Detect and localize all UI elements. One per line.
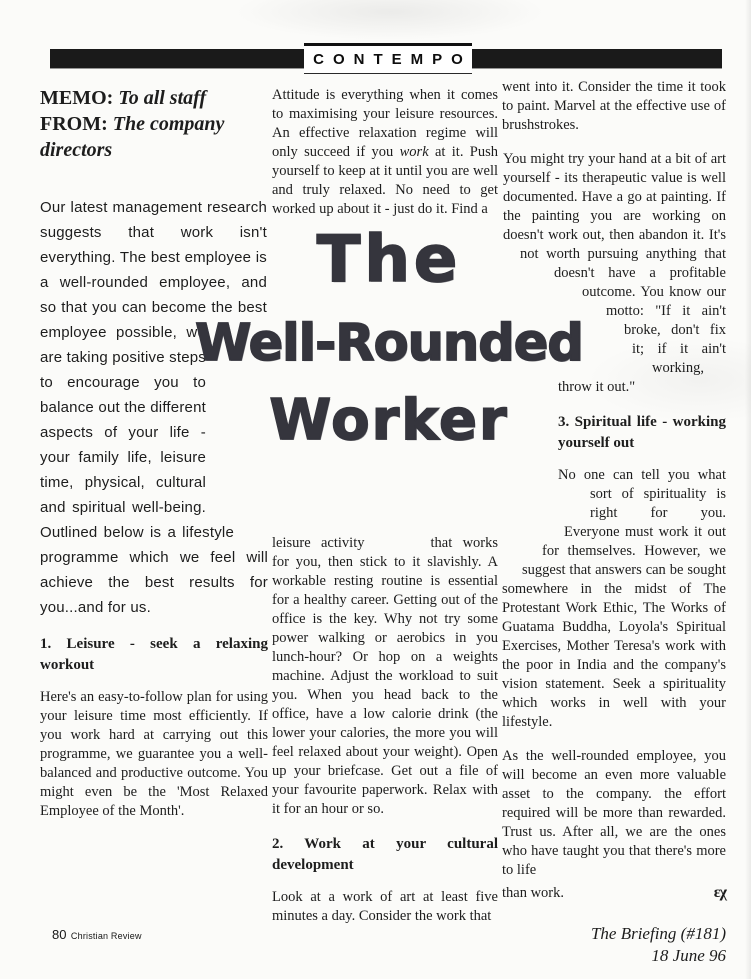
column-middle bbox=[272, 86, 498, 941]
source-credit-line1: The Briefing (#181) bbox=[590, 924, 726, 943]
memo-from-label: FROM: bbox=[40, 113, 108, 135]
culture-paragraph: Look at a work of art at least five minutes a day. Consider the work that bbox=[272, 889, 498, 924]
source-credit bbox=[502, 923, 726, 967]
page-footer bbox=[52, 926, 142, 944]
spirituality-paragraph: No one can tell you what sort of spirituality is right for you. Everyone must work it out for themselves. However, we suggest that answers can be sought somewhere in the midst of The Protestant Work Ethic, The Works of Guatama Buddha, Loyola's Spiritual Exercises, Mother Teresa's work with the poor in India and the company's vision statement. Seek a spirituality which works in well with your lifestyle. bbox=[502, 467, 726, 730]
article-title-line3: Worker bbox=[269, 388, 509, 453]
section-1-paragraph: Here's an easy-to-follow plan for using your leisure time most efficiently. If you work hard at carrying out this programme, we guarantee you a well-balanced and productive outcome. You might even be the 'Most Relaxed Employee of the Month'. bbox=[40, 689, 268, 819]
article-title-line1: The bbox=[316, 223, 462, 297]
closing-text: As the well-rounded employee, you will become an even more valuable asset to the company. the effort required will be more than rewarded. Trust us. After all, we are the ones who have taught you that there's more to life bbox=[502, 748, 726, 878]
art-paragraph-2-text: You might try your hand at a bit of art yourself - its therapeutic value is well documented. Have a go at painting. If the painting you are working on doesn't work out, then abandon it. It's not worth pursuing anything that doesn't have a profitable outcome. You know our motto: "If it ain't broke, don't fix it; if it ain't working, throw it out." bbox=[503, 151, 726, 395]
leisure-text-a: leisure activity bbox=[272, 535, 365, 551]
column-right bbox=[502, 78, 726, 967]
attitude-paragraph bbox=[272, 86, 498, 219]
leisure-text-b: that works for you, then stick to it slavishly. A workable resting routine is essential for a healthy career. Getting out of the office is the key. Why not try some power walking or aerobics in you lunch-hour? Or hop on a weights machine. Adjust the workload to suit you. When you head back to the office, have a low calorie drink (the lower your calories, the more you will feel relaxed about your weight). Open up your briefcase. Get out a file of your favourite paperwork. Relax with it for an hour or so. bbox=[272, 535, 499, 817]
article-title-line2: Well-Rounded bbox=[195, 314, 583, 373]
source-credit-line2: 18 June 96 bbox=[651, 946, 726, 965]
column-left bbox=[40, 85, 268, 837]
section-3-heading: 3. Spiritual life - working yourself out bbox=[558, 414, 726, 451]
section-1-heading: 1. Leisure - seek a relaxing workout bbox=[40, 636, 268, 673]
section-2-heading: 2. Work at your cultural development bbox=[272, 836, 498, 873]
memo-to-label: MEMO: bbox=[40, 87, 114, 109]
publication-name: Christian Review bbox=[70, 931, 142, 941]
art-paragraph-1: went into it. Consider the time it took to paint. Marvel at the effective use of brushstrokes. bbox=[502, 79, 726, 133]
title-whitespace bbox=[272, 234, 498, 534]
memo-body-paragraph bbox=[40, 195, 268, 620]
memo-from-line bbox=[40, 111, 268, 163]
masthead-title-text: CONTEMPO bbox=[313, 51, 472, 68]
closing-paragraph bbox=[502, 747, 726, 903]
memo-to-value: To all staff bbox=[118, 87, 207, 109]
memo-to-line bbox=[40, 85, 268, 111]
attitude-text-em: work bbox=[399, 144, 429, 160]
attitude-text-b: at it. Push yourself to keep at it until you are well and truly relaxed. No need to get worked up about it - just do it. Find a bbox=[272, 144, 498, 217]
page-number: 80 bbox=[52, 927, 67, 942]
closing-last-line bbox=[502, 883, 726, 903]
end-mark: ɛχ bbox=[713, 884, 726, 901]
memo-heading bbox=[40, 85, 268, 163]
leisure-paragraph bbox=[272, 534, 498, 819]
closing-last-words: than work. bbox=[502, 885, 565, 901]
memo-body-text: Our latest management research suggests that work isn't everything. The best employee is a well-rounded employee, and so that you can become the best employee possible, we are taking positive steps to encourage you to balance out the different aspects of your life - your family life, leisure time, physical, cultural and spiritual well-being. Outlined below is a lifestyle programme which we feel will achieve the best results for you...and for us. bbox=[40, 199, 268, 616]
memo-from-value: The company directors bbox=[40, 113, 225, 161]
masthead-title bbox=[304, 43, 472, 74]
art-paragraph-2 bbox=[502, 150, 726, 397]
attitude-text-a: Attitude is everything when it comes to maximising your leisure resources. An effective relaxation regime will only succeed if you bbox=[272, 87, 498, 160]
